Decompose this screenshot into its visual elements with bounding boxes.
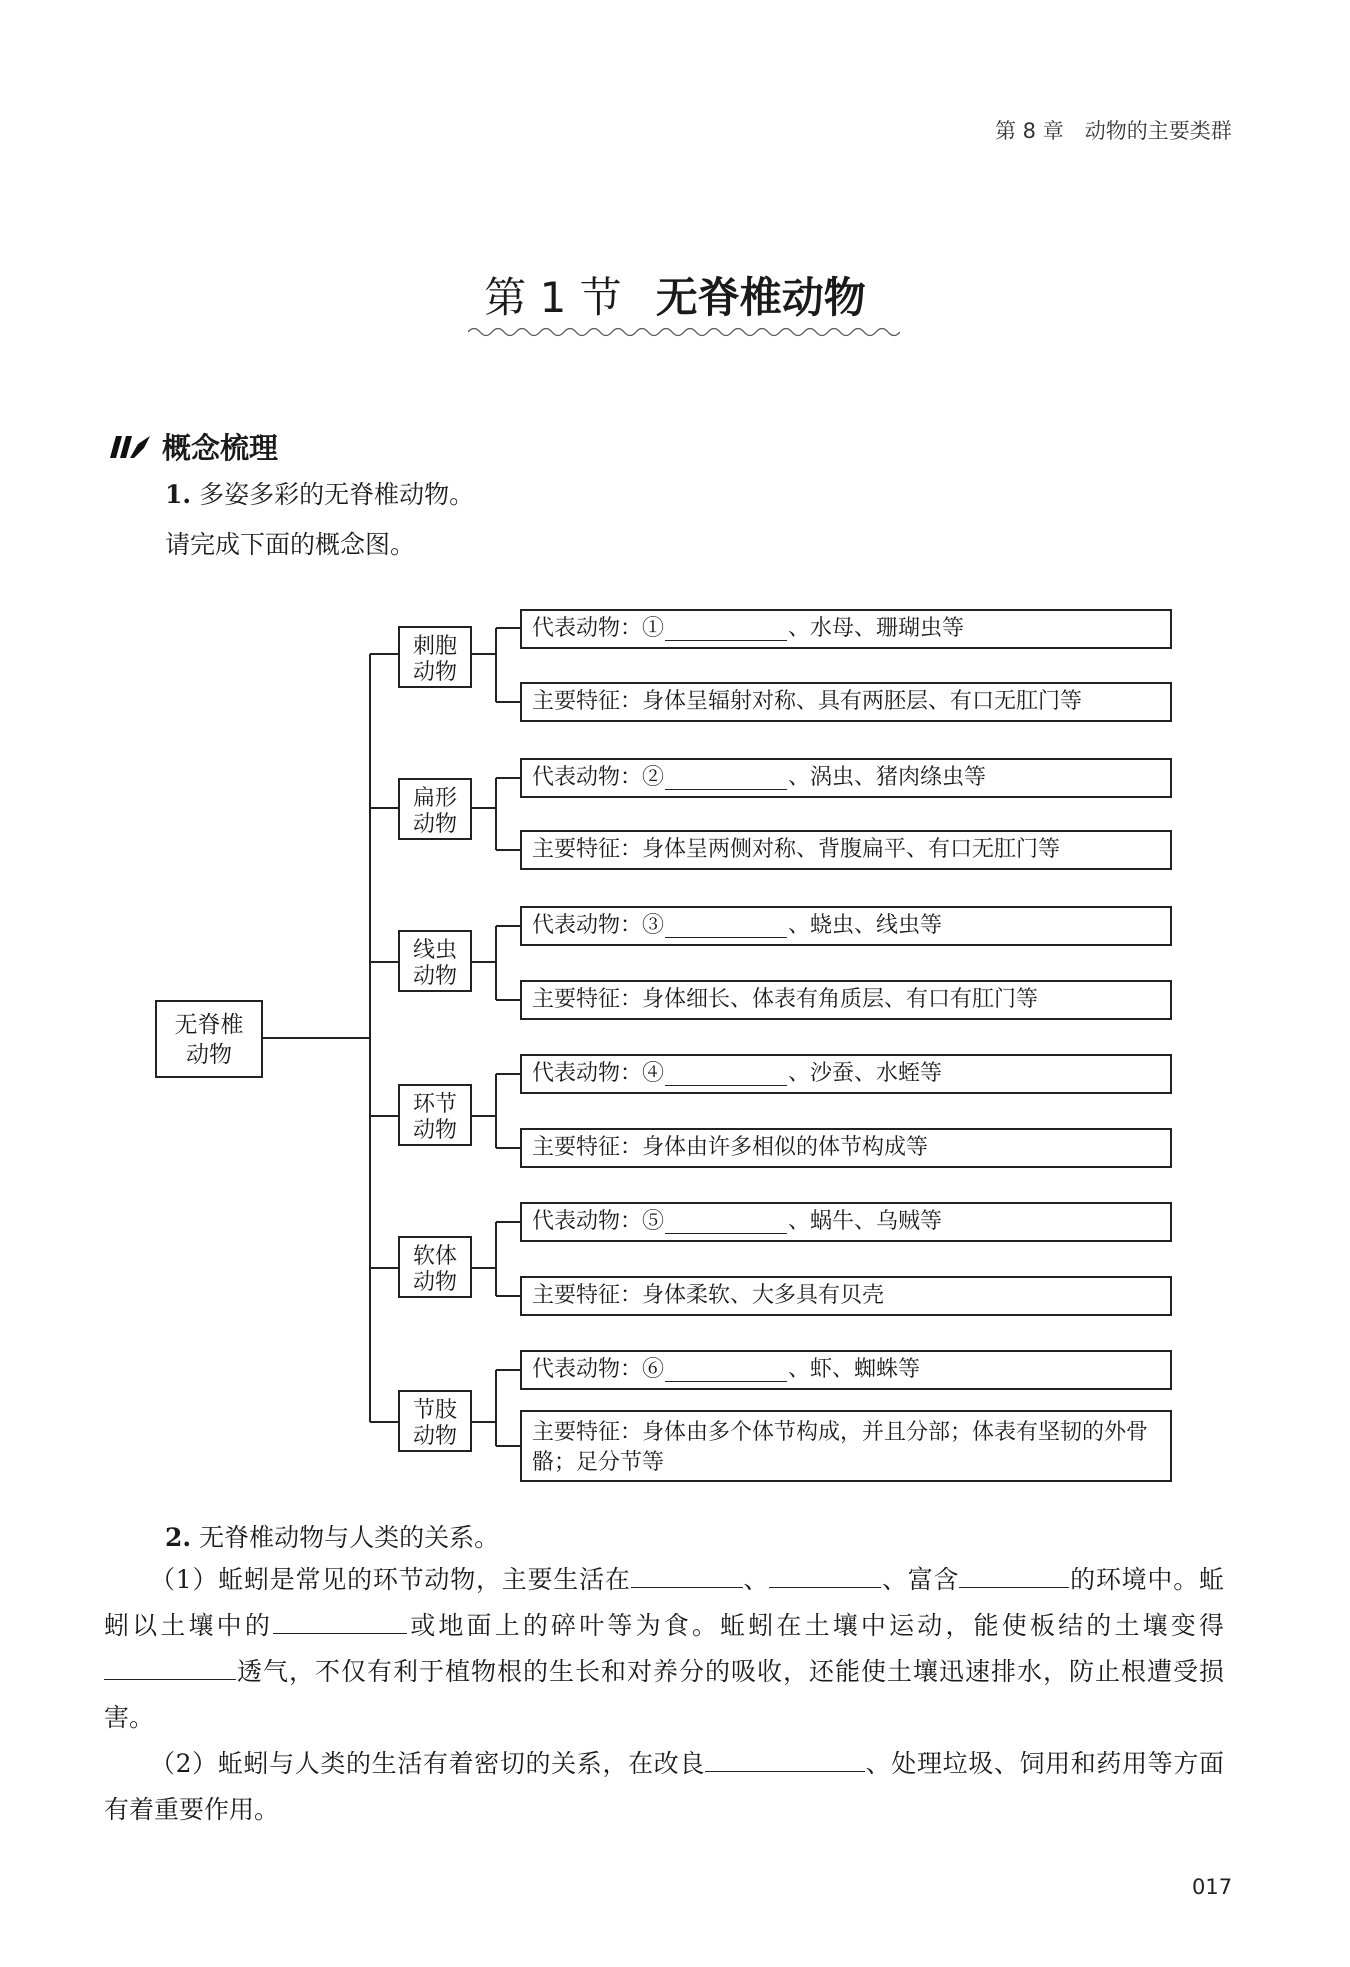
answer-blank-2[interactable] (665, 767, 787, 790)
group-node-flatworms: 扁形动物 (398, 778, 472, 840)
question-1: 1. 多姿多彩的无脊椎动物。 (165, 480, 475, 509)
answer-blank-1[interactable] (665, 618, 787, 641)
answer-blank-4[interactable] (665, 1063, 787, 1086)
feature-box-6: 主要特征：身体由多个体节构成，并且分部；体表有坚韧的外骨骼；足分节等 (520, 1410, 1172, 1482)
section-number: 第 1 节 (484, 273, 622, 322)
feature-box-5: 主要特征：身体柔软、大多具有贝壳 (520, 1276, 1172, 1316)
answer-blank-food[interactable] (273, 1607, 407, 1634)
answer-blank-5[interactable] (665, 1211, 787, 1234)
section-name: 无脊椎动物 (655, 273, 866, 322)
chapter-header: 第 8 章 动物的主要类群 (995, 119, 1232, 143)
page-number: 017 (1192, 1875, 1233, 1899)
group-node-cnidaria: 刺胞动物 (398, 626, 472, 688)
feature-box-3: 主要特征：身体细长、体表有角质层、有口有肛门等 (520, 980, 1172, 1020)
question-2-paragraph-2: （2）蚯蚓与人类的生活有着密切的关系，在改良 、处理垃圾、饲用和药用等方面有着重要作用。 (104, 1741, 1224, 1833)
answer-blank-improve[interactable] (705, 1745, 865, 1772)
answer-blank-habitat-2[interactable] (769, 1561, 881, 1588)
question-1-instruction: 请完成下面的概念图。 (165, 530, 416, 559)
rep-animal-box-3: 代表动物：③ 、蛲虫、线虫等 (520, 906, 1172, 946)
question-2-paragraph-1: （1）蚯蚓是常见的环节动物，主要生活在 、 、富含 的环境中。蚯蚓以土壤中的 或地面上的碎叶等为食。蚯蚓在土壤中运动，能使板结的土壤变得透气，不仅有利于植物根的生长和对养分的吸收，还能使土壤迅速排水，防止根遭受损害。 (104, 1557, 1224, 1741)
rep-animal-box-6: 代表动物：⑥ 、虾、蜘蛛等 (520, 1350, 1172, 1390)
feature-box-2: 主要特征：身体呈两侧对称、背腹扁平、有口无肛门等 (520, 830, 1172, 870)
feature-box-1: 主要特征：身体呈辐射对称、具有两胚层、有口无肛门等 (520, 682, 1172, 722)
feature-box-4: 主要特征：身体由许多相似的体节构成等 (520, 1128, 1172, 1168)
section-heading-text: 概念梳理 (162, 431, 279, 465)
rep-animal-box-1: 代表动物：① 、水母、珊瑚虫等 (520, 609, 1172, 649)
group-node-arthropods: 节肢动物 (398, 1390, 472, 1452)
rep-animal-box-4: 代表动物：④ 、沙蚕、水蛭等 (520, 1054, 1172, 1094)
question-2: 2. 无脊椎动物与人类的关系。 (165, 1523, 500, 1552)
group-node-mollusks: 软体动物 (398, 1236, 472, 1298)
answer-blank-habitat-3[interactable] (959, 1561, 1069, 1588)
rep-animal-box-5: 代表动物：⑤ 、蜗牛、乌贼等 (520, 1202, 1172, 1242)
group-node-nematodes: 线虫动物 (398, 930, 472, 992)
rep-animal-box-2: 代表动物：② 、涡虫、猪肉绦虫等 (520, 758, 1172, 798)
answer-blank-habitat-1[interactable] (631, 1561, 743, 1588)
root-node: 无脊椎动物 (155, 1000, 263, 1078)
group-node-annelids: 环节动物 (398, 1084, 472, 1146)
answer-blank-soil[interactable] (104, 1653, 236, 1680)
answer-blank-3[interactable] (665, 915, 787, 938)
answer-blank-6[interactable] (665, 1359, 787, 1382)
